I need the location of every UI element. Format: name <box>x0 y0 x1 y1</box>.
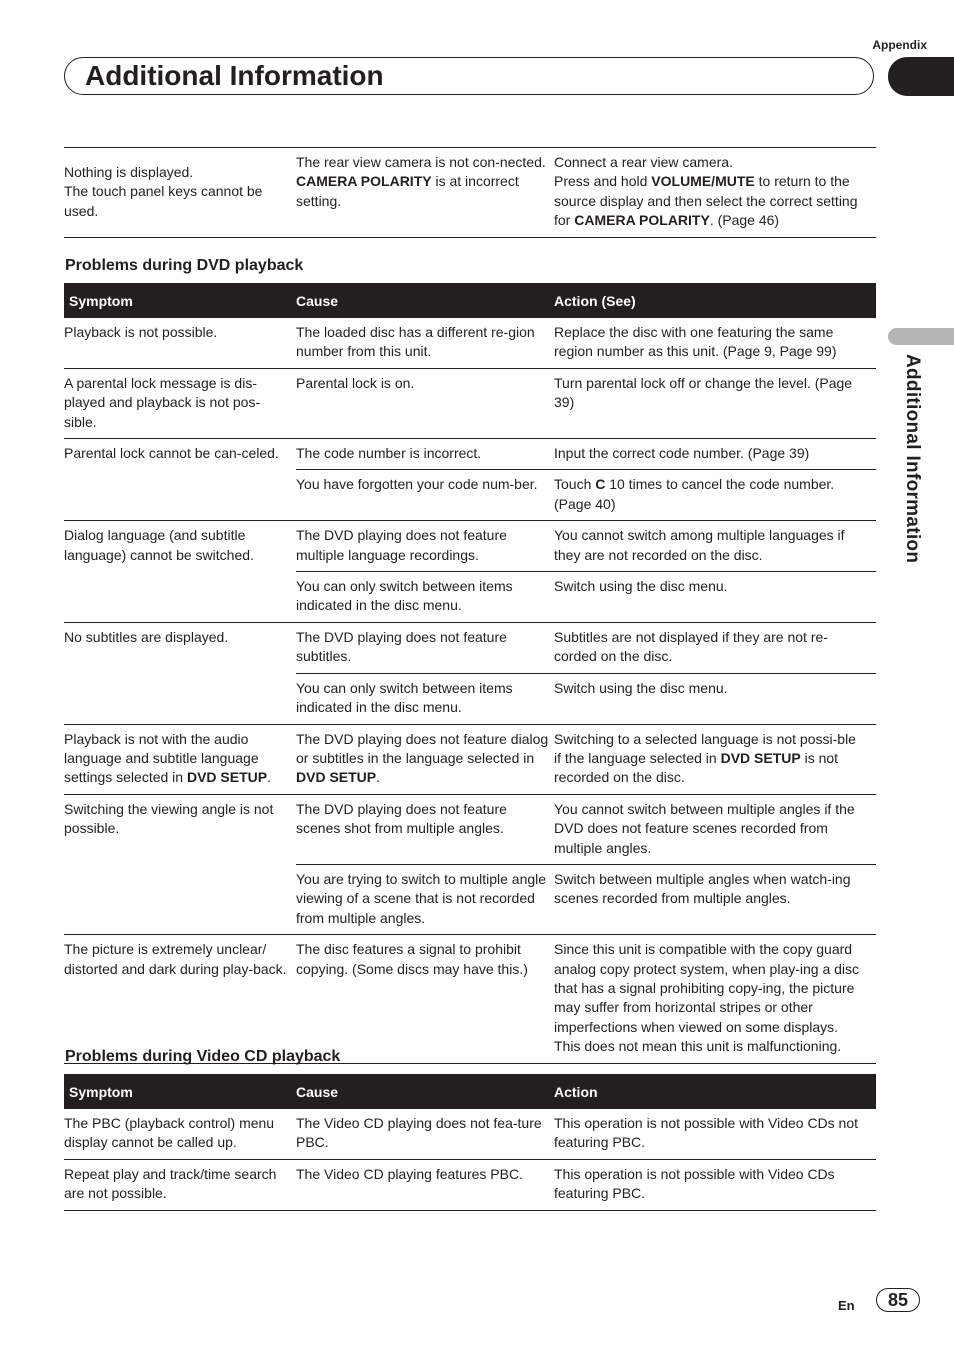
action-cell: Replace the disc with one featuring the same region number as this unit. (Page 9, Page 99) <box>554 324 837 360</box>
symptom-cell: Playback is not with the audio language and subtitle language settings selected in DVD SETUP. <box>64 730 271 786</box>
table-row <box>64 439 876 521</box>
vcd-section-title: Problems during Video CD playback <box>65 1048 341 1065</box>
table-row <box>64 935 876 1063</box>
action-cell: Turn parental lock off or change the level. (Page 39) <box>554 374 853 411</box>
table-row <box>64 1160 876 1211</box>
header-cause: Cause <box>296 1083 339 1100</box>
cause-cell: Parental lock is on. <box>296 374 415 391</box>
header-symptom: Symptom <box>69 1083 133 1100</box>
table-header <box>64 1074 876 1109</box>
action-cell: Switch using the disc menu. <box>554 679 728 696</box>
action-cell: Switching to a selected language is not possi-ble if the language selected in DVD SETUP is not recorded on the disc. <box>554 730 856 786</box>
cause-cell: The loaded disc has a different re-gion number from this unit. <box>296 324 535 360</box>
side-section-title: Additional Information <box>902 354 923 564</box>
appendix-label: Appendix <box>872 38 927 52</box>
symptom-cell: A parental lock message is dis-played and playback is not pos-sible. <box>64 374 261 430</box>
header-symptom: Symptom <box>69 292 133 309</box>
cause-cell: The Video CD playing does not fea-ture PBC. <box>296 1115 542 1151</box>
action-cell: Switch using the disc menu. <box>554 578 728 595</box>
symptom-cell <box>64 148 296 237</box>
symptom-line: The touch panel keys cannot be used. <box>64 183 263 219</box>
cause-cell: The DVD playing does not feature subtitles. <box>296 628 507 665</box>
cause-cell: You can only switch between items indicated in the disc menu. <box>296 578 513 614</box>
action-cell: Switch between multiple angles when watch-ing scenes recorded from multiple angles. <box>554 870 851 907</box>
symptom-line: Nothing is displayed. <box>64 163 194 180</box>
cause-cell: The Video CD playing features PBC. <box>296 1165 523 1182</box>
cause-cell: The disc features a signal to prohibit copying. (Some discs may have this.) <box>296 941 528 977</box>
table-row <box>64 147 876 238</box>
header-action: Action <box>554 1083 598 1100</box>
title-frame <box>64 57 874 95</box>
header-action: Action (See) <box>554 292 636 309</box>
table-row <box>64 369 876 439</box>
section-tab-marker <box>888 57 954 96</box>
table-row <box>64 725 876 795</box>
action-cell: This operation is not possible with Video CDs not featuring PBC. <box>554 1115 859 1151</box>
cause-cell: The code number is incorrect. <box>296 445 482 462</box>
action-cell: Input the correct code number. (Page 39) <box>554 445 810 462</box>
table-row <box>64 623 876 725</box>
dvd-troubleshooting-table <box>64 283 876 1064</box>
page-title: Additional Information <box>85 60 384 91</box>
table-row <box>64 318 876 369</box>
symptom-cell: Repeat play and track/time search are not possible. <box>64 1165 277 1202</box>
side-tab-marker <box>888 328 954 345</box>
cause-cell: You have forgotten your code num-ber. <box>296 476 538 493</box>
symptom-cell: The picture is extremely unclear/ distorted and dark during play-back. <box>64 941 287 977</box>
symptom-cell: Parental lock cannot be can-celed. <box>64 445 279 462</box>
table-row <box>64 795 876 935</box>
dvd-section-title: Problems during DVD playback <box>65 257 304 274</box>
cause-cell: The DVD playing does not feature dialog or subtitles in the language selected in DVD SETUP. <box>296 730 549 786</box>
cause-cell: The DVD playing does not feature scenes shot from multiple angles. <box>296 800 507 837</box>
page-number: 85 <box>876 1288 920 1312</box>
cause-cell: The DVD playing does not feature multiple language recordings. <box>296 527 507 563</box>
cause-cell: You are trying to switch to multiple angle viewing of a scene that is not recorded from multiple angles. <box>296 870 547 926</box>
action-cell: This operation is not possible with Video CDs featuring PBC. <box>554 1165 835 1202</box>
symptom-cell: Switching the viewing angle is not possible. <box>64 800 274 837</box>
language-label: En <box>838 1298 855 1313</box>
action-cell: You cannot switch between multiple angles if the DVD does not feature scenes recorded from multiple angles. <box>554 800 855 856</box>
action-cell: Subtitles are not displayed if they are not re-corded on the disc. <box>554 628 828 665</box>
vcd-troubleshooting-table <box>64 1074 876 1211</box>
symptom-cell: No subtitles are displayed. <box>64 628 229 645</box>
action-cell: Touch C 10 times to cancel the code number. (Page 40) <box>554 476 835 512</box>
table-row <box>64 521 876 623</box>
action-cell: You cannot switch among multiple languages if they are not recorded on the disc. <box>554 527 845 563</box>
header-cause: Cause <box>296 292 339 309</box>
top-continuation-table <box>64 147 876 238</box>
cause-cell: You can only switch between items indicated in the disc menu. <box>296 679 513 716</box>
symptom-cell: Dialog language (and subtitle language) cannot be switched. <box>64 527 254 563</box>
action-cell: Since this unit is compatible with the copy guard analog copy protect system, when play-ing a disc that has a signal prohibiting copy-ing, the picture may suffer from horizontal stripes or other imperfections when viewed on some displays. This does not mean this unit is malfunctioning. <box>554 941 860 1055</box>
symptom-cell: Playback is not possible. <box>64 324 218 340</box>
table-row <box>64 1109 876 1160</box>
cause-cell: The rear view camera is not con-nected. CAMERA POLARITY is at incorrect setting. <box>296 154 546 209</box>
symptom-cell: The PBC (playback control) menu display cannot be called up. <box>64 1115 275 1151</box>
table-header <box>64 283 876 318</box>
action-cell: Connect a rear view camera. Press and hold VOLUME/MUTE to return to the source display and then select the correct setting for CAMERA POLARITY. (Page 46) <box>554 154 858 229</box>
